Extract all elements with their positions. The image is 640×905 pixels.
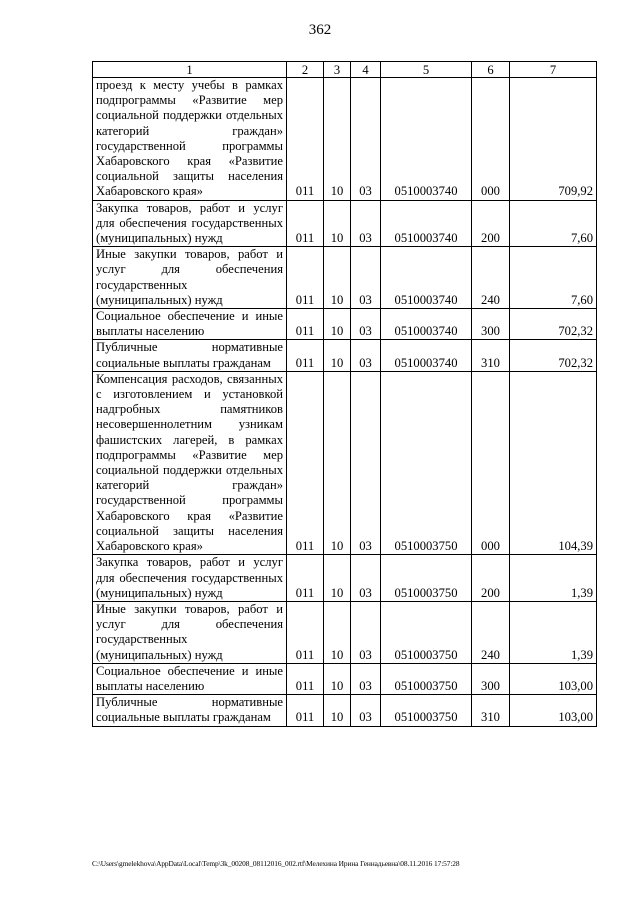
expense-name-cell: Социальное обеспечение и иные выплаты населению [93,663,287,694]
expense-type-cell: 300 [472,663,510,694]
amount-cell: 104,39 [510,371,597,554]
column-header: 7 [510,62,597,78]
table-row [93,601,597,663]
target-code-cell: 0510003740 [381,78,472,201]
table-row [93,309,597,340]
expense-name-cell: Иные закупки товаров, работ и услуг для обеспечения государственных (муниципальных) нужд [93,247,287,309]
section-code-cell: 10 [324,695,351,726]
expense-type-cell: 300 [472,309,510,340]
section-code-cell: 10 [324,601,351,663]
expense-name-cell: Публичные нормативные социальные выплаты гражданам [93,340,287,371]
ministry-code-cell: 011 [287,601,324,663]
section-code-cell: 10 [324,371,351,554]
section-code-cell: 10 [324,555,351,602]
target-code-cell: 0510003740 [381,340,472,371]
page-number: 362 [308,22,332,38]
expense-type-cell: 310 [472,695,510,726]
expense-type-cell: 000 [472,78,510,201]
table-row [93,695,597,726]
expense-type-cell: 200 [472,555,510,602]
table-row [93,247,597,309]
expense-name-cell: Иные закупки товаров, работ и услуг для обеспечения государственных (муниципальных) нужд [93,601,287,663]
expense-name-cell: Закупка товаров, работ и услуг для обеспечения государственных (муниципальных) нужд [93,555,287,602]
expense-name-cell: Публичные нормативные социальные выплаты гражданам [93,695,287,726]
table-row [93,663,597,694]
expense-name-cell: Компенсация расходов, связанных с изготовлением и установкой надгробных памятников несовершеннолетним узникам фашистских лагерей, в рамках подпрограммы «Развитие мер социальной поддержки отдельных категорий граждан» государственной программы Хабаровского края «Развитие социальной защиты населения Хабаровского края» [93,371,287,554]
table-row [93,200,597,247]
amount-cell: 702,32 [510,340,597,371]
column-header: 5 [381,62,472,78]
target-code-cell: 0510003750 [381,663,472,694]
ministry-code-cell: 011 [287,555,324,602]
table-row [93,371,597,554]
subsection-code-cell: 03 [351,371,381,554]
table-row [93,78,597,201]
expense-type-cell: 200 [472,200,510,247]
expense-type-cell: 310 [472,340,510,371]
amount-cell: 7,60 [510,200,597,247]
target-code-cell: 0510003750 [381,695,472,726]
target-code-cell: 0510003740 [381,247,472,309]
subsection-code-cell: 03 [351,555,381,602]
section-code-cell: 10 [324,78,351,201]
column-header: 3 [324,62,351,78]
ministry-code-cell: 011 [287,695,324,726]
ministry-code-cell: 011 [287,371,324,554]
target-code-cell: 0510003750 [381,555,472,602]
target-code-cell: 0510003740 [381,200,472,247]
column-header: 2 [287,62,324,78]
column-header: 4 [351,62,381,78]
amount-cell: 103,00 [510,695,597,726]
budget-table [92,61,597,727]
ministry-code-cell: 011 [287,247,324,309]
amount-cell: 7,60 [510,247,597,309]
amount-cell: 1,39 [510,555,597,602]
section-code-cell: 10 [324,340,351,371]
target-code-cell: 0510003750 [381,601,472,663]
amount-cell: 103,00 [510,663,597,694]
section-code-cell: 10 [324,200,351,247]
subsection-code-cell: 03 [351,663,381,694]
target-code-cell: 0510003750 [381,371,472,554]
ministry-code-cell: 011 [287,663,324,694]
table-row [93,340,597,371]
column-header: 6 [472,62,510,78]
ministry-code-cell: 011 [287,309,324,340]
subsection-code-cell: 03 [351,78,381,201]
amount-cell: 1,39 [510,601,597,663]
subsection-code-cell: 03 [351,695,381,726]
expense-name-cell: Социальное обеспечение и иные выплаты населению [93,309,287,340]
expense-name-cell: Закупка товаров, работ и услуг для обеспечения государственных (муниципальных) нужд [93,200,287,247]
expense-type-cell: 240 [472,247,510,309]
column-header: 1 [93,62,287,78]
subsection-code-cell: 03 [351,601,381,663]
ministry-code-cell: 011 [287,340,324,371]
subsection-code-cell: 03 [351,340,381,371]
subsection-code-cell: 03 [351,200,381,247]
amount-cell: 702,32 [510,309,597,340]
section-code-cell: 10 [324,663,351,694]
header-row [93,62,597,78]
expense-name-cell: проезд к месту учебы в рамках подпрограммы «Развитие мер социальной поддержки отдельных категорий граждан» государственной программы Хабаровского края «Развитие социальной защиты населения Хабаровского края» [93,78,287,201]
expense-type-cell: 000 [472,371,510,554]
ministry-code-cell: 011 [287,78,324,201]
subsection-code-cell: 03 [351,309,381,340]
ministry-code-cell: 011 [287,200,324,247]
subsection-code-cell: 03 [351,247,381,309]
target-code-cell: 0510003740 [381,309,472,340]
amount-cell: 709,92 [510,78,597,201]
file-path-footer: C:\Users\gmelekhova\AppData\Local\Temp\3k_00208_08112016_002.rtf\Мелехина Ирина Геннадьевна\08.11.2016 17:57:28 [92,859,460,868]
expense-type-cell: 240 [472,601,510,663]
table-row [93,555,597,602]
section-code-cell: 10 [324,247,351,309]
section-code-cell: 10 [324,309,351,340]
